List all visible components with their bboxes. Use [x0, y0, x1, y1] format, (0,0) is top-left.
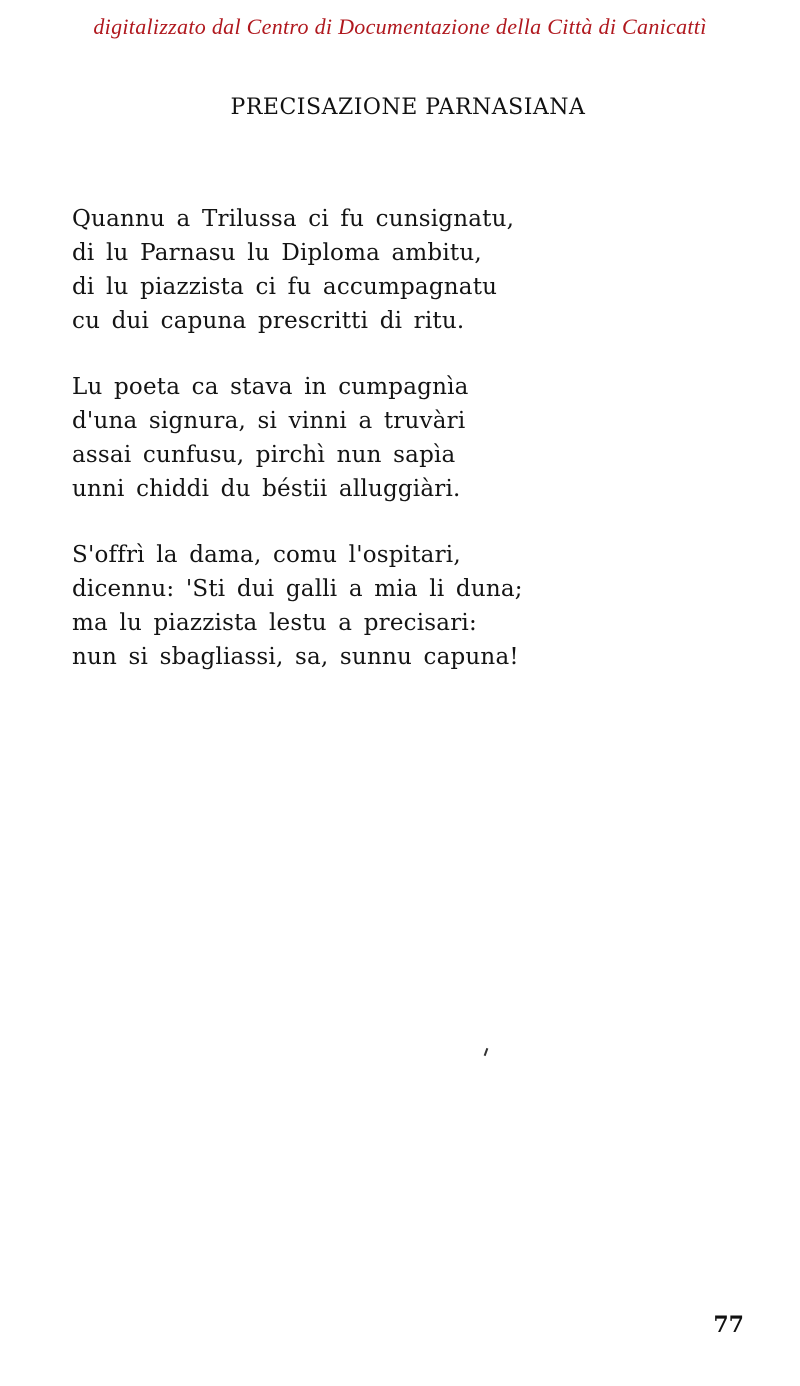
watermark-text: digitalizzato dal Centro di Documentazione della Città di Canicattì	[93, 14, 707, 39]
verse-line: Quannu a Trilussa ci fu cunsignatu,	[72, 206, 515, 232]
ink-speck	[484, 1048, 489, 1056]
verse-line: nun si sbagliassi, sa, sunnu capuna!	[72, 644, 519, 670]
poem-title: PRECISAZIONE PARNASIANA	[230, 95, 586, 120]
verse-line: unni chiddi du béstii alluggiàri.	[72, 476, 461, 502]
verse-line: di lu piazzista ci fu accumpagnatu	[72, 274, 498, 300]
verse-line: d'una signura, si vinni a truvàri	[72, 408, 466, 434]
verse-line: di lu Parnasu lu Diploma ambitu,	[72, 240, 482, 266]
stanza-3	[72, 538, 712, 674]
stanza-1	[72, 202, 712, 338]
verse-line: assai cunfusu, pirchì nun sapìa	[72, 442, 456, 468]
verse-line: cu dui capuna prescritti di ritu.	[72, 308, 465, 334]
verse-line: Lu poeta ca stava in cumpagnìa	[72, 374, 469, 400]
stanza-2	[72, 370, 712, 506]
poem-body	[72, 202, 712, 706]
verse-line: S'offrì la dama, comu l'ospitari,	[72, 542, 461, 568]
page-number: 77	[713, 1312, 744, 1338]
verse-line: ma lu piazzista lestu a precisari:	[72, 610, 477, 636]
verse-line: dicennu: 'Sti dui galli a mia li duna;	[72, 576, 523, 602]
